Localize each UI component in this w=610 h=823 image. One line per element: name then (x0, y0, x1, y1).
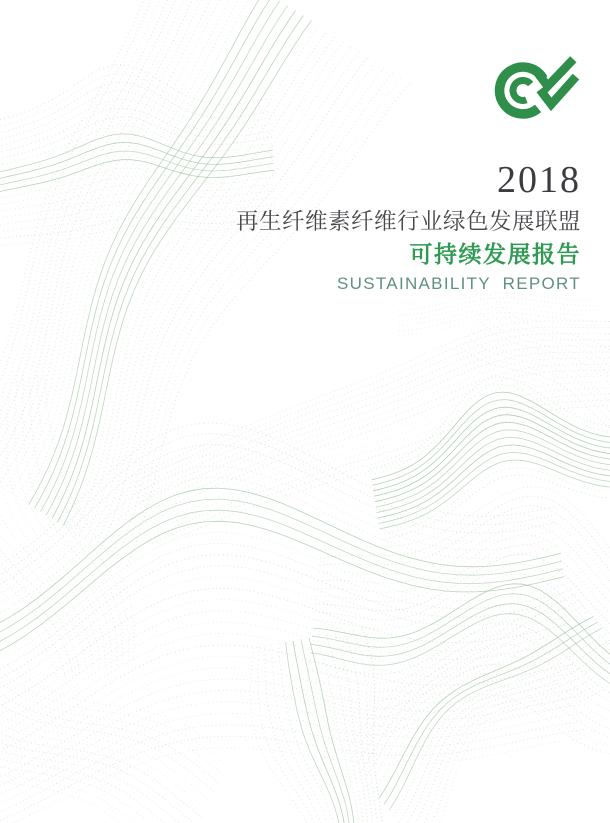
cv-checkmark-icon (490, 54, 582, 120)
report-year: 2018 (497, 159, 581, 201)
report-title-english: SUSTAINABILITY REPORT (337, 274, 581, 293)
organization-name: 再生纤维素纤维行业绿色发展联盟 (235, 209, 581, 234)
brand-logo (490, 54, 582, 120)
title-block (236, 160, 581, 295)
report-title-chinese: 可持续发展报告 (409, 241, 581, 267)
